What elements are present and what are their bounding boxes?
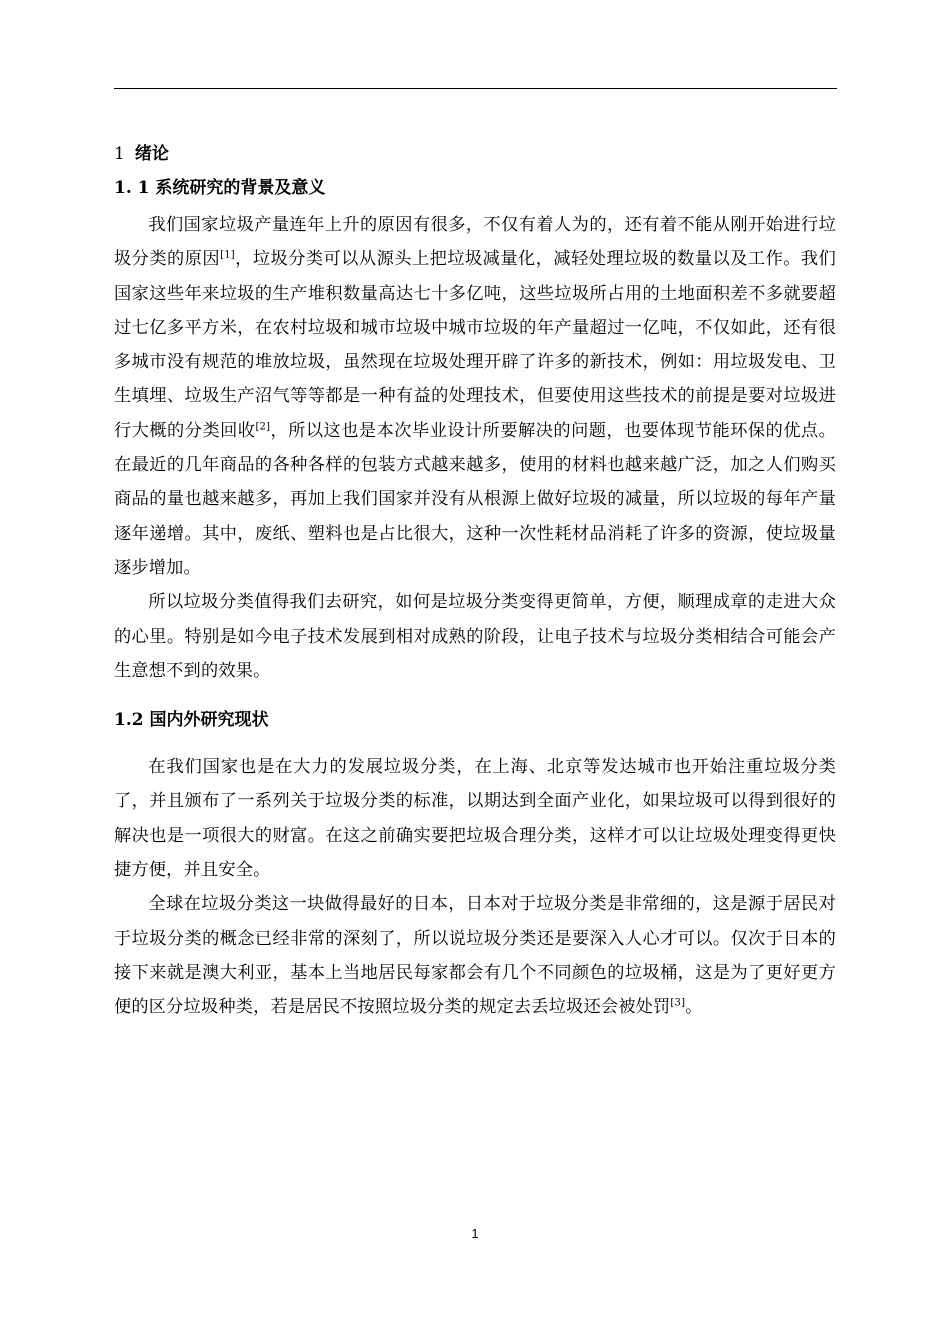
paragraph xyxy=(114,208,836,585)
section-heading-1-2: 1.2 国内外研究现状 xyxy=(114,710,269,731)
citation-ref: [3] xyxy=(670,997,686,1009)
citation-ref: [2] xyxy=(255,421,271,433)
paragraph-text: 我们国家垃圾产量连年上升的原因有很多，不仅有着人为的，还有着不能从刚开始进行垃圾分类的原因 xyxy=(114,215,836,270)
paragraph-text: 在我们国家也是在大力的发展垃圾分类，在上海、北京等发达城市也开始注重垃圾分类了，并且颁布了一系列关于垃圾分类的标准，以期达到全面产业化，如果垃圾可以得到很好的解决也是一项很大的财富。在这之前确实要把垃圾合理分类，这样才可以让垃圾处理变得更快捷方便，并且安全。 xyxy=(114,757,836,881)
paragraph-text: 。 xyxy=(685,997,703,1018)
paragraph xyxy=(114,887,836,1024)
paragraph xyxy=(114,585,836,688)
paragraph-text: 所以垃圾分类值得我们去研究，如何是垃圾分类变得更简单，方便，顺理成章的走进大众的心里。特别是如今电子技术发展到相对成熟的阶段，让电子技术与垃圾分类相结合可能会产生意想不到的效果。 xyxy=(114,592,836,681)
chapter-heading xyxy=(114,140,836,168)
header-rule xyxy=(114,88,837,89)
section-heading-1-1: 1. 1 系统研究的背景及意义 xyxy=(114,178,326,198)
paragraph-text: ，垃圾分类可以从源头上把垃圾减量化，减轻处理垃圾的数量以及工作。我们国家这些年来垃圾的生产堆积数量高达七十多亿吨，这些垃圾所占用的土地面积差不多就要超过七亿多平方米，在农村垃圾和城市垃圾中城市垃圾的年产量超过一亿吨，不仅如此，还有很多城市没有规范的堆放垃圾，虽然现在垃圾处理开辟了许多的新技术，例如：用垃圾发电、卫生填埋、垃圾生产沼气等等都是一种有益的处理技术，但要使用这些技术的前提是要对垃圾进行大概的分类回收 xyxy=(114,249,836,441)
document-body xyxy=(114,140,836,1025)
paragraph xyxy=(114,750,836,887)
paragraph-text: 全球在垃圾分类这一块做得最好的日本，日本对于垃圾分类是非常细的，这是源于居民对于垃圾分类的概念已经非常的深刻了，所以说垃圾分类还是要深入人心才可以。仅次于日本的接下来就是澳大利亚，基本上当地居民每家都会有几个不同颜色的垃圾桶，这是为了更好更方便的区分垃圾种类，若是居民不按照垃圾分类的规定去丢垃圾还会被处罚 xyxy=(114,894,836,1018)
citation-ref: [1] xyxy=(220,249,235,261)
chapter-number: 1 xyxy=(114,144,125,164)
paragraph-text: ，所以这也是本次毕业设计所要解决的问题，也要体现节能环保的优点。在最近的几年商品的各种各样的包装方式越来越多，使用的材料也越来越广泛，加之人们购买商品的量也越来越多，再加上我们国家并没有从根源上做好垃圾的减量，所以垃圾的每年产量逐年递增。其中，废纸、塑料也是占比很大，这种一次性耗材品消耗了许多的资源，使垃圾量逐步增加。 xyxy=(114,420,836,578)
chapter-title: 绪论 xyxy=(134,144,169,164)
page-number: 1 xyxy=(471,1226,479,1241)
